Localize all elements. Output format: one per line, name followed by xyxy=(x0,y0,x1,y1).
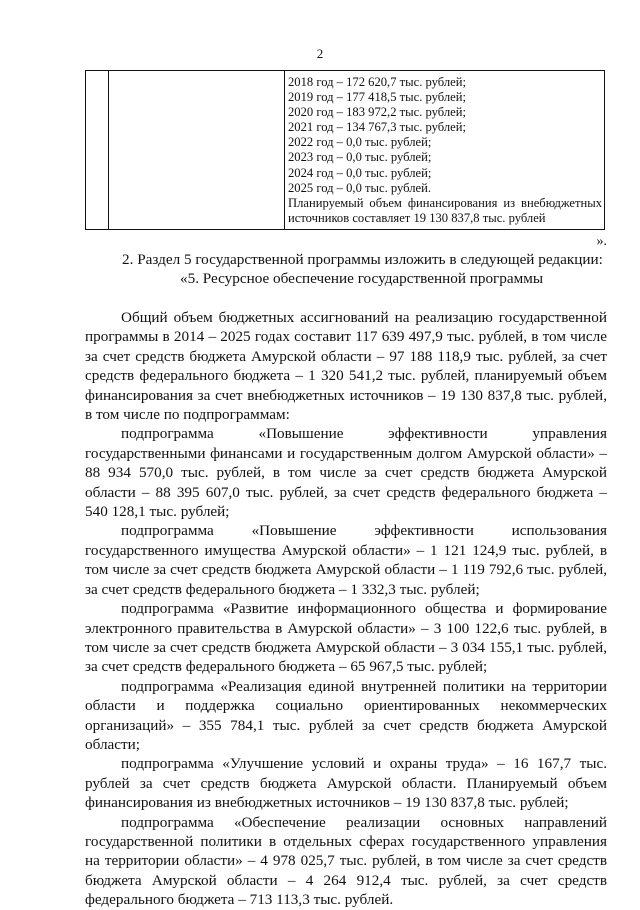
paragraph-line: области и поддержка социально ориентированных некоммерческих xyxy=(85,697,607,715)
paragraph-line: средств федерального бюджета – 1 320 541,2 тыс. рублей, планируемый объем xyxy=(85,367,607,385)
paragraph-line: на территории области» – 4 978 025,7 тыс. рублей, в том числе за счет средств xyxy=(85,852,607,870)
paragraph-line: в том числе по подпрограммам: xyxy=(85,406,290,424)
year-line: 2020 год – 183 972,2 тыс. рублей; xyxy=(288,105,466,120)
year-line: 2024 год – 0,0 тыс. рублей; xyxy=(288,165,432,180)
extrabudgetary-note: Планируемый объем финансирования из внебюджетных xyxy=(288,195,602,210)
paragraph-line: области – 88 395 607,0 тыс. рублей, за счет средств федерального бюджета – xyxy=(85,483,607,501)
paragraph-line: подпрограмма «Улучшение условий и охраны труда» – 16 167,7 тыс. xyxy=(121,755,607,773)
table-cell-number xyxy=(86,71,109,230)
paragraph-line: бюджета Амурской области – 4 264 912,4 тыс. рублей, за счет средств xyxy=(85,871,607,889)
paragraph-line: том числе за счет средств бюджета Амурской области – 3 034 155,1 тыс. рублей, xyxy=(85,638,607,656)
extrabudgetary-note: источников составляет 19 130 837,8 тыс. рублей xyxy=(288,210,546,225)
paragraph-line: 540 128,1 тыс. рублей; xyxy=(85,503,230,521)
paragraph-line: том числе за счет средств бюджета Амурской области – 1 119 792,6 тыс. рублей, xyxy=(85,561,607,579)
paragraph-line: 88 934 570,0 тыс. рублей, в том числе за счет средств бюджета Амурской xyxy=(85,464,607,482)
paragraph-line: за счет средств бюджета Амурской области – 97 188 118,9 тыс. рублей, за счет xyxy=(85,347,607,365)
paragraph-line: подпрограмма «Повышение эффективности использования xyxy=(121,522,607,540)
year-line: 2021 год – 134 767,3 тыс. рублей; xyxy=(288,120,466,135)
table-cell-parameter xyxy=(109,71,285,230)
year-line: 2023 год – 0,0 тыс. рублей; xyxy=(288,150,432,165)
paragraph-line: финансирования из внебюджетных источников – 19 130 837,8 тыс. рублей; xyxy=(85,794,569,812)
paragraph-line: федерального бюджета – 713 113,3 тыс. рублей. xyxy=(85,891,394,909)
closing-quote: ». xyxy=(596,234,607,249)
paragraph-line: подпрограмма «Обеспечение реализации основных направлений xyxy=(121,813,607,831)
paragraph-line: финансирования за счет внебюджетных источников – 19 130 837,8 тыс. рублей, xyxy=(85,386,607,404)
year-line: 2025 год – 0,0 тыс. рублей. xyxy=(288,180,431,195)
paragraph-line: подпрограмма «Повышение эффективности управления xyxy=(121,425,607,443)
table-cell-financing xyxy=(285,71,605,230)
paragraph-line: Общий объем бюджетных ассигнований на реализацию государственной xyxy=(121,309,607,326)
paragraph-line: государственного имущества Амурской области» – 1 121 124,9 тыс. рублей, в xyxy=(85,541,607,559)
paragraph-line: организаций» – 355 784,1 тыс. рублей за счет средств бюджета Амурской xyxy=(85,716,607,734)
paragraph-line: за счет средств федерального бюджета – 65 967,5 тыс. рублей; xyxy=(85,658,488,676)
year-line: 2019 год – 177 418,5 тыс. рублей; xyxy=(288,90,466,105)
year-line: 2018 год – 172 620,7 тыс. рублей; xyxy=(288,75,466,89)
table-row xyxy=(86,71,605,230)
paragraph-line: программы в 2014 – 2025 годах составит 117 639 497,9 тыс. рублей, в том числе xyxy=(85,328,607,346)
section-heading: «5. Ресурсное обеспечение государственной программы xyxy=(180,270,544,287)
year-line: 2022 год – 0,0 тыс. рублей; xyxy=(288,135,432,150)
paragraph-line: электронного правительства в Амурской области» – 3 100 122,6 тыс. рублей, в xyxy=(85,619,607,637)
amendment-statement: 2. Раздел 5 государственной программы изложить в следующей редакции: xyxy=(122,251,603,268)
paragraph-line: государственными финансами и государственным долгом Амурской области» – xyxy=(85,444,607,462)
body-text xyxy=(85,308,607,910)
paragraph-line: подпрограмма «Реализация единой внутренней политики на территории xyxy=(121,677,607,695)
paragraph-line: государственной политики в отдельных сферах государственного управления xyxy=(85,832,607,850)
financing-table xyxy=(85,70,605,230)
paragraph-line: области; xyxy=(85,735,140,753)
paragraph-line: за счет средств федерального бюджета – 1 332,3 тыс. рублей; xyxy=(85,580,480,598)
paragraph-line: подпрограмма «Развитие информационного общества и формирование xyxy=(121,600,607,618)
paragraph-line: рублей за счет средств бюджета Амурской области. Планируемый объем xyxy=(85,774,607,792)
page-number: 2 xyxy=(316,46,324,61)
